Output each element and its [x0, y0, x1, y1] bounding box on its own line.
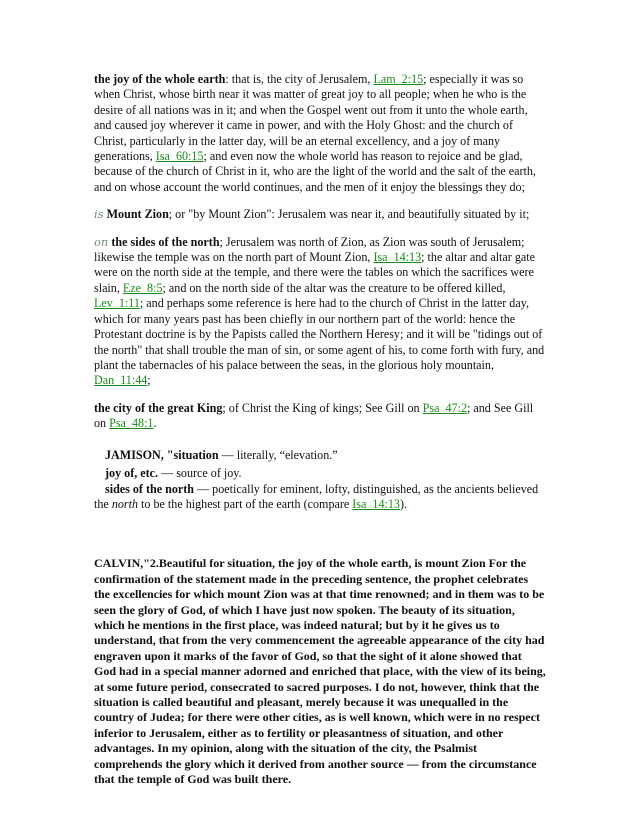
commentary-text: ;	[147, 373, 151, 388]
commentary-text: : that is, the city of Jerusalem,	[225, 72, 374, 86]
jamison-term: joy of, etc.	[105, 465, 159, 480]
verse-phrase: Mount Zion	[106, 207, 169, 222]
jamison-term: sides of the north	[105, 481, 195, 496]
jamison-text: — source of joy.	[158, 465, 242, 480]
commentary-text: ; the altar and altar gate were on the north side at the temple, and there were the tables on which the sacrifices were slain,	[94, 250, 535, 295]
verse-phrase: the city of the great King	[94, 400, 223, 415]
commentary-text: ; Jerusalem was north of Zion, as Zion was south of Jerusalem; likewise the temple was on the north part of Mount Zion,	[94, 234, 525, 265]
commentary-text: ; especially it was so when Christ, whose birth near it was matter of great joy to all people; when he who is the desire of all nations was in it; and when the Gospel went out from it unto the whole earth, and caused joy wherever it came in power, and with the Holy Ghost: and the church of Christ, particularly in the latter day, will be an eternal excellency, and a joy of many generations,	[94, 72, 528, 164]
commentary-text: ; and perhaps some reference is here had to the church of Christ in the latter day, which for many years past has been chiefly in our northern part of the world: hence the Protestant doctrine is by the Papists called the Northern Heresy; and it will be "tidings out of the north" that shall trouble the man of sin, or some agent of his, to come forth with fury, and plant the tabernacles of his palace between the seas, in the glorious holy mountain,	[94, 296, 545, 372]
commentary-text: ; of Christ the King of kings; See Gill on	[222, 400, 423, 415]
jamison-line-north	[94, 482, 546, 513]
calvin-paragraph: CALVIN,"2.Beautiful for situation, the joy of the whole earth, is mount Zion For the confirmation of the statement made in the preceding sentence, the prophet celebrates the excellencies for which mount Zion was at that time renowned; and in them was to be seen the glory of God, of which I have just now spoken. The beauty of its situation, which he mentions in the first place, was indeed natural; but by it he gives us to understand, that from the very commencement the agreeable appearance of the city had engraven upon it marks of the favor of God, so that the sight of it alone showed that God had in a special manner adorned and enriched that place, with the view of its being, at some future period, consecrated to sacred purposes. I do not, however, think that the situation is called beautiful and pleasant, merely because it was unequalled in the country of Judea; for there were other cities, as is well known, which were in no respect inferior to Jerusalem, either as to fertility or pleasantness of situation, and other advantages. In my opinion, along with the situation of the city, the Psalmist comprehends the glory which it derived from another source — from the circumstance that the temple of God was built there.	[94, 556, 546, 787]
verse-phrase: the sides of the north	[111, 234, 220, 249]
jamison-text: — literally, “elevation.”	[218, 447, 338, 462]
commentary-text: ; or "by Mount Zion": Jerusalem was near it, and beautifully situated by it;	[168, 207, 530, 222]
scripture-link[interactable]: Dan_11:44	[94, 373, 148, 388]
scripture-link[interactable]: Lev_1:11	[94, 296, 140, 311]
jamison-section	[94, 446, 546, 513]
gill-paragraph-great-king	[94, 401, 546, 432]
commentary-text: ; and even now the whole world has reason to rejoice and be glad, because of the church of Christ in it, who are the light of the world and the salt of the earth, and on whose account the world continues, and the men of it enjoy the blessings they do;	[94, 149, 536, 194]
page-content	[94, 72, 546, 787]
scripture-link[interactable]: Lam_2:15	[373, 72, 424, 86]
scripture-link[interactable]: Psa_47:2	[422, 400, 467, 415]
verse-marker: on	[94, 234, 109, 249]
scripture-link[interactable]: Eze_8:5	[122, 280, 163, 295]
commentary-text: ; and on the north side of the altar was the creature to be offered killed,	[162, 280, 506, 295]
jamison-text: — poetically for eminent, lofty, distinguished, as the ancients believed the	[94, 481, 539, 511]
jamison-italic: north	[111, 496, 139, 511]
jamison-line-joy	[94, 464, 546, 482]
jamison-text: ).	[399, 496, 408, 511]
scripture-link[interactable]: Isa_14:13	[373, 250, 422, 265]
commentary-text: .	[153, 416, 157, 431]
gill-paragraph-joy	[94, 72, 546, 195]
commentary-text: ; and See Gill on	[94, 400, 534, 431]
jamison-line-situation	[94, 446, 546, 464]
verse-marker: is	[94, 207, 104, 222]
jamison-term: JAMISON, "situation	[105, 447, 219, 462]
scripture-link[interactable]: Psa_48:1	[109, 416, 154, 431]
gill-paragraph-mount-zion	[94, 207, 546, 222]
verse-phrase: the joy of the whole earth	[94, 72, 226, 86]
jamison-text: to be the highest part of the earth (compare	[138, 496, 353, 511]
scripture-link[interactable]: Isa_60:15	[155, 149, 204, 164]
gill-paragraph-north	[94, 235, 546, 389]
scripture-link[interactable]: Isa_14:13	[352, 496, 400, 511]
